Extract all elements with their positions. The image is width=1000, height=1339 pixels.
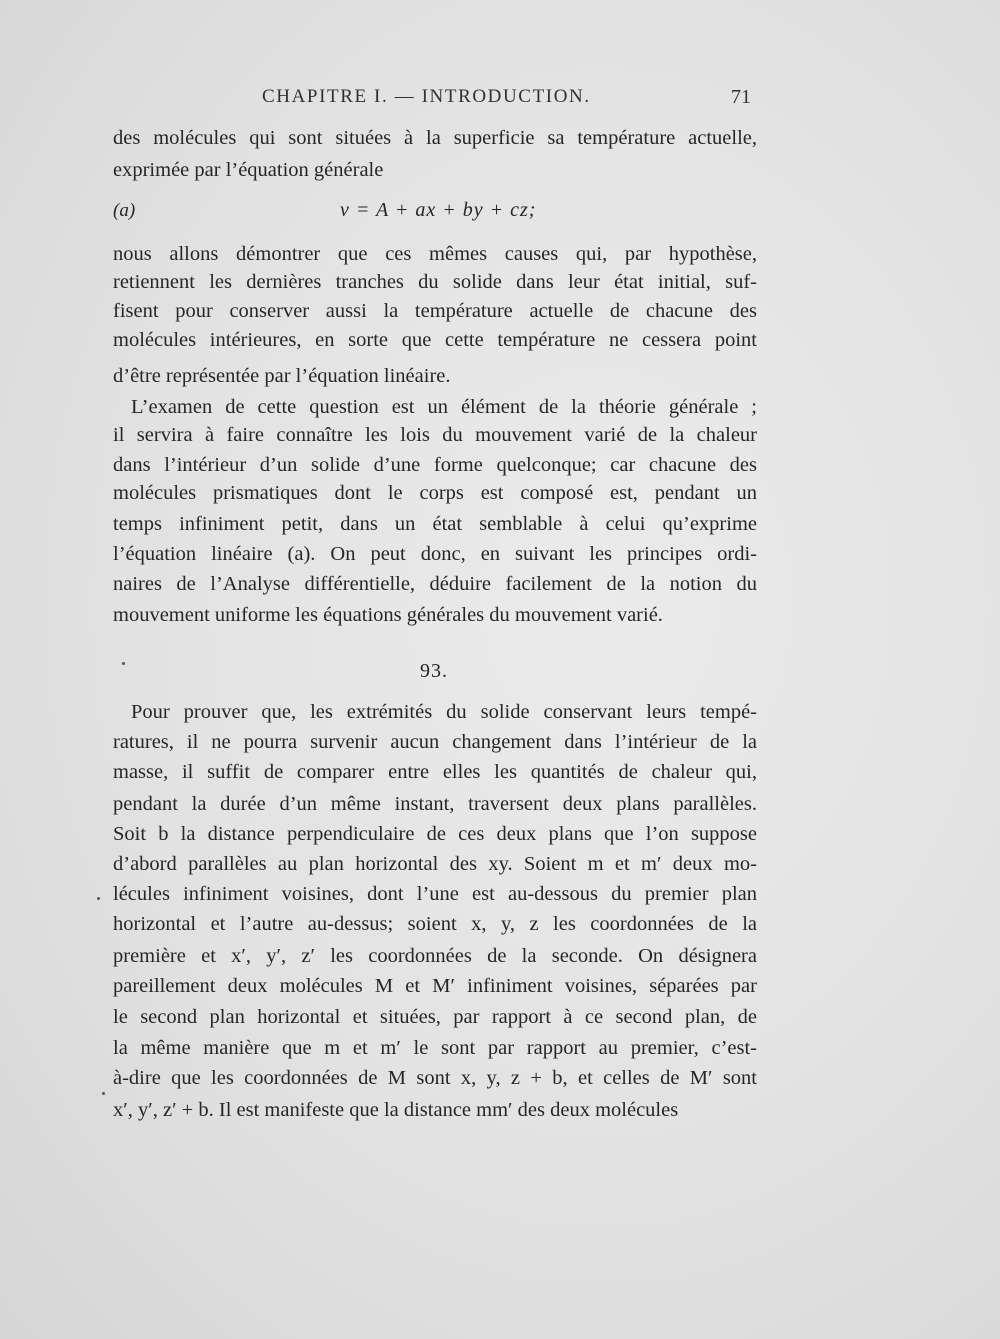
text-line: la même manière que m et m′ le sont par rapport au premier, c’est-: [113, 1037, 757, 1059]
text-line: Pour prouver que, les extrémités du solide conservant leurs tempé-: [131, 701, 757, 723]
text-line: mouvement uniforme les équations générales du mouvement varié.: [113, 604, 663, 626]
text-line: dans l’intérieur d’un solide d’une forme quelconque; car chacune des: [113, 454, 757, 476]
text-line: masse, il suffit de comparer entre elles les quantités de chaleur qui,: [113, 761, 757, 783]
running-head: CHAPITRE I. — INTRODUCTION.: [262, 86, 591, 107]
text-line: exprimée par l’équation générale: [113, 159, 384, 181]
text-line: horizontal et l’autre au-dessus; soient x, y, z les coordonnées de la: [113, 913, 757, 935]
text-line: x′, y′, z′ + b. Il est manifeste que la distance mm′ des deux molécules: [113, 1099, 679, 1121]
text-line: ratures, il ne pourra survenir aucun changement dans l’intérieur de la: [113, 731, 757, 753]
paper-speck: [102, 1092, 105, 1095]
text-line: il servira à faire connaître les lois du mouvement varié de la chaleur: [113, 424, 757, 446]
text-line: molécules prismatiques dont le corps est composé est, pendant un: [113, 482, 757, 504]
paper-speck: [122, 662, 125, 665]
section-number: 93.: [420, 660, 448, 682]
text-line: des molécules qui sont situées à la superficie sa température actuelle,: [113, 127, 757, 149]
text-line: d’abord parallèles au plan horizontal des xy. Soient m et m′ deux mo-: [113, 853, 757, 875]
text-line: nous allons démontrer que ces mêmes causes qui, par hypothèse,: [113, 243, 757, 265]
equation-label: (a): [113, 200, 136, 221]
paper-speck: [97, 897, 100, 900]
text-line: pendant la durée d’un même instant, traversent deux plans parallèles.: [113, 793, 757, 815]
text-line: Soit b la distance perpendiculaire de ces deux plans que l’on suppose: [113, 823, 757, 845]
text-line: molécules intérieures, en sorte que cette température ne cessera point: [113, 329, 757, 351]
text-line: retiennent les dernières tranches du solide dans leur état initial, suf-: [113, 271, 757, 293]
text-line: à-dire que les coordonnées de M sont x, y, z + b, et celles de M′ sont: [113, 1067, 757, 1089]
text-line: d’être représentée par l’équation linéaire.: [113, 365, 451, 387]
equation: v = A + ax + by + cz;: [340, 199, 537, 221]
text-line: naires de l’Analyse différentielle, déduire facilement de la notion du: [113, 573, 757, 595]
text-line: lécules infiniment voisines, dont l’une est au-dessous du premier plan: [113, 883, 757, 905]
text-line: fisent pour conserver aussi la température actuelle de chacune des: [113, 300, 757, 322]
text-line: L’examen de cette question est un élément de la théorie générale ;: [131, 396, 757, 418]
text-line: temps infiniment petit, dans un état semblable à celui qu’exprime: [113, 513, 757, 535]
text-line: pareillement deux molécules M et M′ infiniment voisines, séparées par: [113, 975, 757, 997]
page-number: 71: [731, 86, 751, 108]
text-line: l’équation linéaire (a). On peut donc, en suivant les principes ordi-: [113, 543, 757, 565]
text-line: première et x′, y′, z′ les coordonnées de la seconde. On désignera: [113, 945, 757, 967]
text-line: le second plan horizontal et situées, par rapport à ce second plan, de: [113, 1006, 757, 1028]
